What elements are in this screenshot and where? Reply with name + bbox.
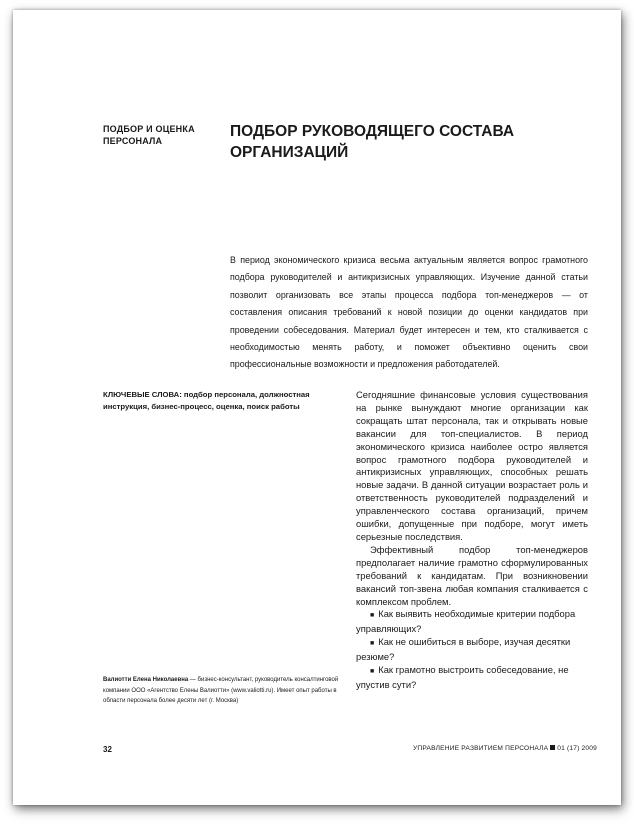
author-note <box>103 675 339 707</box>
issue-number: 01 (17) 2009 <box>557 745 597 752</box>
running-footer <box>407 745 597 752</box>
bullet-text: Как не ошибиться в выборе, изучая десятки резюме? <box>356 636 571 663</box>
square-bullet-icon: ■ <box>370 612 375 620</box>
magazine-page <box>13 10 621 805</box>
bullet-text: Как выявить необходимые критерии подбора управляющих? <box>356 608 576 635</box>
keywords: КЛЮЧЕВЫЕ СЛОВА: подбор персонала, должностная инструкция, бизнес-процесс, оценка, поиск работы <box>103 390 310 411</box>
article-title: ПОДБОР РУКОВОДЯЩЕГО СОСТАВА ОРГАНИЗАЦИЙ <box>230 123 515 161</box>
author-bio: — бизнес-консультант, руководитель консалтинговой компании ООО «Агентство Елены Валиотти» (www.valiotti.ru). Имеет опыт работы в области персонала более десяти лет (г. Москва) <box>103 677 339 705</box>
bullet-item <box>356 636 588 664</box>
journal-name: УПРАВЛЕНИЕ РАЗВИТИЕМ ПЕРСОНАЛА <box>413 745 549 752</box>
bullet-item <box>356 664 588 692</box>
square-separator-icon <box>550 745 555 750</box>
lead-paragraph: В период экономического кризиса весьма актуальным является вопрос грамотного подбора руководителей и антикризисных управляющих. Изучение данной статьи позволит организовать все этапы процесса подбора топ-менеджеров — от составления описания требований к новой позиции до оценки кандидатов при проведении собеседования. Материал будет интересен и тем, кто сталкивается с необходимостью менять работу, и поможет объективно оценить свои профессиональные возможности и предложения работодателей. <box>230 255 588 370</box>
page-number: 32 <box>103 745 112 754</box>
article-body <box>356 389 588 692</box>
body-paragraph-1: Сегодняшние финансовые условия существования на рынке вынуждают многие организации как сокращать штат персонала, так и открывать новые вакансии для топ-специалистов. В период экономического кризиса наиболее остро является вопрос грамотного подбора руководителей и антикризисных управляющих, способных решать новые задачи. В данной ситуации возрастает роль и ответственность руководителей подразделений и управленческого состава организаций, причем ошибки, допущенные при подборе, могут иметь серьезные последствия. <box>356 389 588 542</box>
bullet-text: Как грамотно выстроить собеседование, не упустив сути? <box>356 664 569 690</box>
body-paragraph-2: Эффективный подбор топ-менеджеров предполагает наличие грамотно сформулированных требований к кандидатам. При возникновении вакансий топ-звена любая компания сталкивается с комплексом проблем. <box>356 543 588 607</box>
square-bullet-icon: ■ <box>370 668 375 676</box>
square-bullet-icon: ■ <box>370 640 375 648</box>
bullet-item <box>356 608 588 636</box>
author-name: Валиотти Елена Николаевна <box>103 677 189 683</box>
section-label: ПОДБОР И ОЦЕНКА ПЕРСОНАЛА <box>103 124 195 146</box>
